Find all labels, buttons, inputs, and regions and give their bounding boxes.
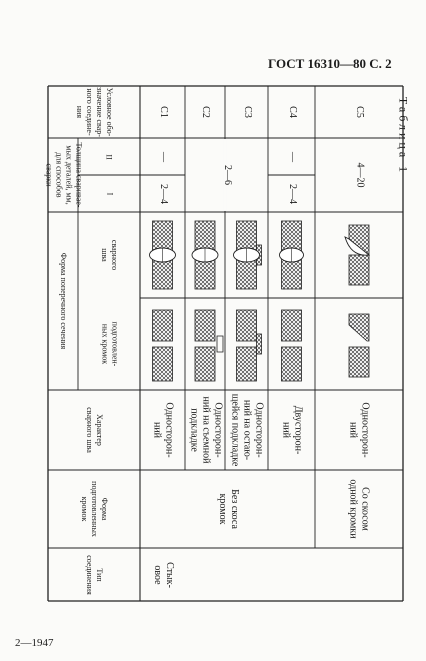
designation-С3: С3 (241, 106, 253, 118)
weld-drawing-С1 (140, 212, 185, 298)
thickness-2-С1: — (157, 151, 169, 162)
designation-С4: С4 (286, 106, 298, 118)
weld-drawing-С2 (185, 212, 225, 298)
joint-type-value: Стык- овое (151, 561, 175, 588)
header-designation: Условное обо- значение свар- ного соедине- ния (74, 87, 114, 137)
thickness-span-С5: 4—20 (354, 162, 365, 188)
prepared-edge-drawing-С5 (315, 298, 403, 390)
weld-drawing-С5 (315, 212, 403, 298)
header-edge-shape: Форма подготовленных кромок (79, 481, 109, 537)
weld-nature-С5: Односторон- ний (347, 402, 371, 458)
header-cross-section: Форма поперечного сечения (59, 252, 68, 350)
prepared-edge-drawing-С4 (268, 298, 315, 390)
table-label: Таблица 1 (396, 96, 411, 176)
thickness-merged-c2-c3: 2—6 (221, 165, 233, 185)
weld-nature-С2: Односторон- ний на съемной подкладке (188, 396, 223, 464)
designation-С2: С2 (199, 106, 211, 118)
weld-drawing-С3 (225, 212, 268, 298)
prepared-edge-drawing-С3 (225, 298, 268, 390)
weld-nature-С3: Односторон- ний на остаю- щейся подкладке (229, 393, 265, 467)
weld-nature-С4: Двусторон- ний (280, 405, 304, 455)
thickness-2-С4: — (286, 151, 298, 162)
header-prepared-edges: подготовлен- ных кромок (100, 321, 119, 367)
weld-drawing-С4 (268, 212, 315, 298)
designation-С1: С1 (157, 106, 169, 118)
page-header: ГОСТ 16310—80 С. 2 (268, 56, 392, 71)
prepared-edge-drawing-С1 (140, 298, 185, 390)
edge-group-bevel: Со скосом одной кромки (348, 479, 371, 539)
edge-group-no-bevel: Без скоса кромок (216, 489, 240, 529)
header-joint-type: Тип соединения (85, 554, 104, 595)
thickness-1-С4: 2—4 (286, 183, 298, 204)
header-method-2: II (104, 153, 114, 160)
designation-С5: С5 (353, 106, 365, 118)
header-method-1: I (104, 192, 114, 195)
weld-nature-С1: Односторон- ний (151, 402, 175, 458)
prepared-edge-drawing-С2 (185, 298, 225, 390)
header-weld-seam: сварного шва (99, 239, 119, 271)
header-weld-nature: Характер сварного шва (85, 407, 104, 453)
thickness-1-С1: 2—4 (157, 183, 169, 204)
header-thickness: Толщина сваривае- мых деталей, мм, для способов сварки (44, 142, 83, 208)
page-footer: 2—1947 (15, 637, 54, 649)
